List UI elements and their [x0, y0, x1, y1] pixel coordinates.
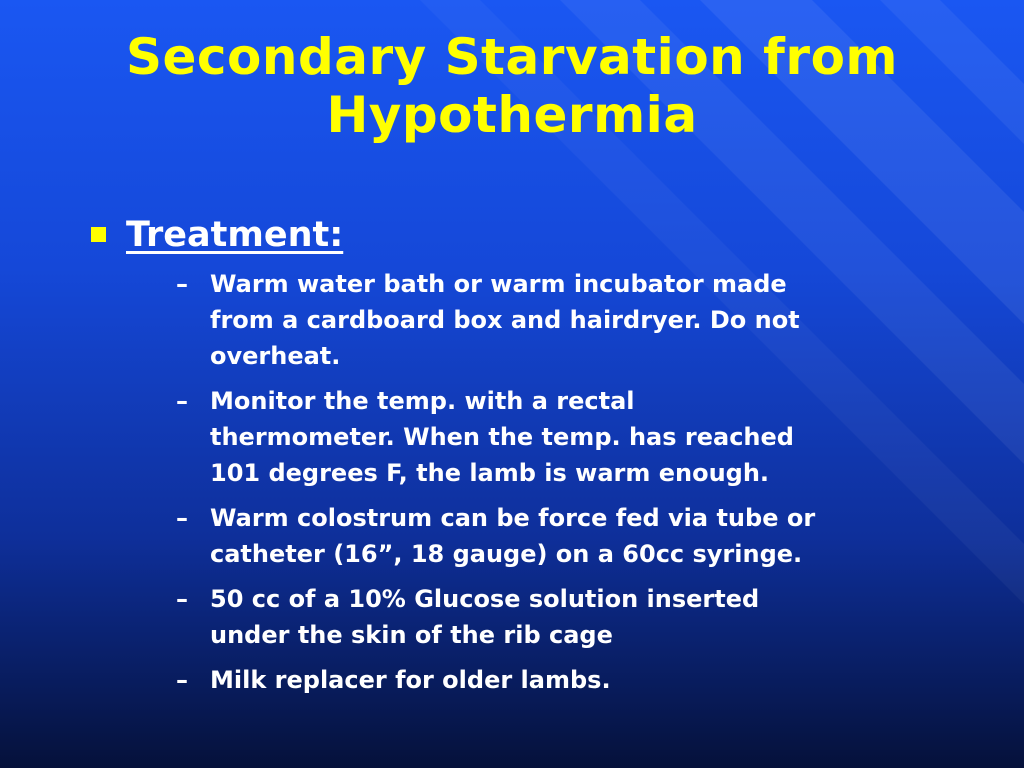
slide-title-line-1: Secondary Starvation from [125, 28, 899, 86]
list-item [126, 581, 980, 653]
slide-content [84, 212, 964, 707]
list-item [126, 662, 980, 698]
dash-bullet-icon: – [176, 666, 188, 694]
treatment-heading: Treatment: [126, 215, 344, 255]
slide-title [0, 28, 1024, 144]
list-item-text: Warm colostrum can be force fed via tube or catheter (16”, 18 gauge) on a 60cc syringe. [210, 504, 816, 568]
square-bullet-icon [91, 227, 106, 242]
dash-bullet-icon: – [176, 387, 188, 415]
dash-bullet-icon: – [176, 270, 188, 298]
dash-bullet-icon: – [176, 585, 188, 613]
slide-title-line-2: Hypothermia [326, 86, 698, 144]
treatment-list [126, 266, 980, 698]
treatment-bullet [84, 212, 964, 707]
list-item-text: Warm water bath or warm incubator made from a cardboard box and hairdryer. Do not overheat. [210, 270, 800, 370]
list-item [126, 383, 980, 491]
dash-bullet-icon: – [176, 504, 188, 532]
list-item [126, 266, 980, 374]
list-item [126, 500, 980, 572]
list-item-text: Milk replacer for older lambs. [210, 666, 611, 694]
list-item-text: Monitor the temp. with a rectal thermometer. When the temp. has reached 101 degrees F, the lamb is warm enough. [210, 387, 794, 487]
list-item-text: 50 cc of a 10% Glucose solution inserted under the skin of the rib cage [210, 585, 760, 649]
